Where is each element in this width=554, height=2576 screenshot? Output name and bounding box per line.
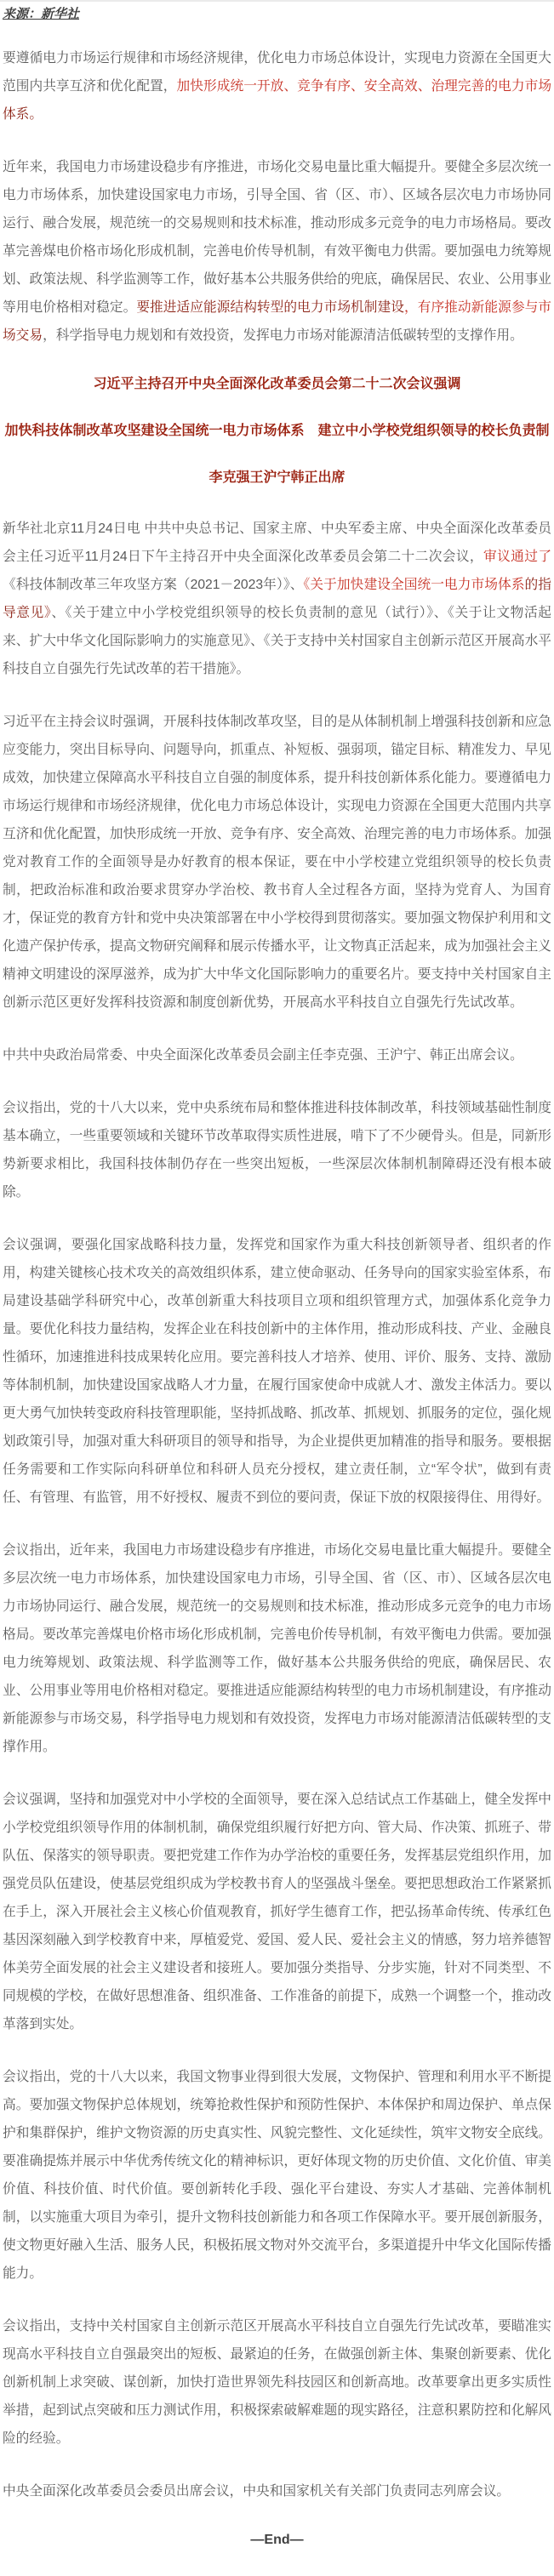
- text-segment: 新华社北京11月24日电 中共中央总书记、国家主席、中央军委主席、中央全面深化改革委员会主任习近平11月24日下午主持召开中央全面深化改革委员会第二十二次会议，: [3, 521, 551, 564]
- text-segment: 体系。: [3, 107, 43, 122]
- text-segment: 会议强调，要强化国家战略科技力量，发挥党和国家作为重大科技创新领导者、组织者的作用，构建关键核心技术攻关的高效组织体系，建立使命驱动、任务导向的国家实验室体系，布局建设基础学科研究中心，改革创新重大科技项目立项和组织管理方式，加强体系化竞争力量。要优化科技力量结构，发挥企业在科技创新中的主体作用，推动形成科技、产业、金融良性循环，加速推进科技成果转化应用。要完善科技人才培养、使用、评价、服务、支持、激励等体制机制，加快建设国家战略人才力量，在履行国家使命中成就人才、激发主体活力。要以更大勇气加快转变政府科技管理职能，坚持抓战略、抓改革、抓规划、抓服务的定位，强化规划政策引导，加强对重大科研项目的领导和指导，为企业提供更加精准的指导和服务。要根据任务需要和工作实际向科研单位和科研人员充分授权，建立责任制，立“军令状”，做到有责任、有管理、有监管，用不好授权、履责不到位的要问责，保证下放的权限接得住、用得好。: [3, 1238, 551, 1505]
- paragraph: [3, 708, 551, 1017]
- text-segment: 《关于加快建设全国统一电力市场体系: [303, 578, 525, 592]
- text-segment: 会议指出，党的十八大以来，我国文物事业得到很大发展，文物保护、管理和利用水平不断提高。要加强文物保护总体规划，统筹抢救性保护和预防性保护、本体保护和周边保护、单点保护和集群保护，维护文物资源的历史真实性、风貌完整性、文化延续性，筑牢文物安全底线。要准确提炼并展示中华优秀传统文化的精神标识，更好体现文物的历史价值、文化价值、审美价值、科技价值、时代价值。要创新转化手段、强化平台建设、夯实人才基础、完善体制机制，以实施重大项目为牵引，提升文物科技创新能力和各项工作保障水平。要开展创新服务，使文物更好融入生活、服务人民，积极拓展文物对外交流平台，多渠道提升中华文化国际传播能力。: [3, 2070, 551, 2281]
- text-segment: 中央全面深化改革委员会委员出席会议，中央和国家机关有关部门负责同志列席会议。: [3, 2484, 511, 2499]
- text-segment: 会议指出，党的十八大以来，党中央系统布局和整体推进科技体制改革，科技领域基础性制度基本确立，一些重要领域和关键环节改革取得实质性进展，啃下了不少硬骨头。但是，同新形势新要求相比，我国科技体制仍存在一些突出短板，一些深层次体制机制障碍还没有根本破除。: [3, 1101, 551, 1200]
- intro-paragraphs: [3, 44, 551, 350]
- headline-attendees: 李克强王沪宁韩正出席: [208, 470, 346, 485]
- text-segment: 会议强调，坚持和加强党对中小学校的全面领导，要在深入总结试点工作基础上，健全发挥中小学校党组织领导作用的体制机制，确保党组织履行好把方向、管大局、作决策、抓班子、带队伍、保落实的领导职责。要把党建工作作为办学治校的重要任务，发挥基层党组织作用，加强党员队伍建设，使基层党组织成为学校教书育人的坚强战斗堡垒。要把思想政治工作紧紧抓在手上，深入开展社会主义核心价值观教育，抓好学生德育工作，把弘扬革命传统、传承红色基因深刻融入到学校教育中来，厚植爱党、爱国、爱人民、爱社会主义的情感，努力培养德智体美劳全面发展的社会主义建设者和接班人。要加强分类指导、分步实施，针对不同类型、不同规模的学校，在做好思想准备、组织准备、工作准备的前提下，成熟一个调整一个，推动改革落到实处。: [3, 1792, 551, 2032]
- text-segment: 加快形成统一开放、竞争有序、安全高效、治理完善的电力市场: [176, 79, 552, 94]
- text-segment: 近年来，我国电力市场建设稳步有序推进，市场化交易电量比重大幅提升。要健全多层次统一电力市场体系，加快建设国家电力市场，引导全国、省（区、市）、区域各层次电力市场协同运行、融合发展，规范统一的交易规则和技术标准，推动形成多元竞争的电力市场格局。要改革完善煤电价格市场化形成机制，完善电价传导机制，有效平衡电力供需。要加强电力统筹规划、政策法规、科学监测等工作，做好基本公共服务供给的兜底，确保居民、农业、公用事业等用电价格相对稳定。: [3, 160, 551, 315]
- paragraph: [3, 2312, 551, 2453]
- text-segment: 会议指出，近年来，我国电力市场建设稳步有序推进，市场化交易电量比重大幅提升。要健全多层次统一电力市场体系，加快建设国家电力市场，引导全国、省（区、市）、区域各层次电力市场协同运行、融合发展，规范统一的交易规则和技术标准，推动形成多元竞争的电力市场格局。要改革完善煤电价格市场化形成机制，完善电价传导机制，有效平衡电力供需。要加强电力统筹规划、政策法规、科学监测等工作，做好基本公共服务供给的兜底，确保居民、农业、公用事业等用电价格相对稳定。要推进适应能源结构转型的电力市场机制建设，有序推动新能源参与市场交易，科学指导电力规划和有效投资，发挥电力市场对能源清洁低碳转型的支撑作用。: [3, 1543, 551, 1754]
- headline-main: 习近平主持召开中央全面深化改革委员会第二十二次会议强调: [93, 377, 461, 391]
- paragraph: [3, 2063, 551, 2288]
- text-segment: 的指导意见》: [3, 578, 551, 620]
- paragraph: [3, 2477, 551, 2505]
- text-segment: 要推进适应能源结构转型的电力市场机制建设: [136, 300, 404, 315]
- paragraph: [3, 1231, 551, 1512]
- text-segment: 、《关于建立中小学校党组织领导的校长负责制的意见（试行）》、《关于让文物活起来、扩大中华文化国际影响力的实施意见》、《关于支持中关村国家自主创新示范区开展高水平科技自立自强先行先试改革的若干措施》。: [3, 606, 551, 676]
- text-segment: 场交易: [3, 328, 43, 343]
- headline-block: [3, 374, 551, 488]
- text-segment: 会议指出，支持中关村国家自主创新示范区开展高水平科技自立自强先行先试改革，要瞄准实现高水平科技自立自强最突出的短板、最紧迫的任务，在做强创新主体、集聚创新要素、优化创新机制上求突破、谋创新，加快打造世界领先科技园区和创新高地。改革要拿出更多实质性举措，起到试点突破和压力测试作用，积极探索破解难题的现实路径，注意积累防控和化解风险的经验。: [3, 2319, 551, 2446]
- text-segment: 要遵循电力市场运行规律和市场经济规律，优化电力市场总体设计，实现电力资源在全国更大范围内共享互济和优化配置，: [3, 51, 551, 94]
- paragraph: [3, 1094, 551, 1206]
- paragraph: [3, 1786, 551, 2038]
- body-paragraphs: [3, 515, 551, 2505]
- text-segment: 审议通过了: [483, 550, 552, 564]
- end-mark: —End—: [250, 2533, 304, 2547]
- source-line: 来源：新华社: [3, 7, 80, 21]
- text-segment: 习近平在主持会议时强调，开展科技体制改革攻坚，目的是从体制机制上增强科技创新和应急应变能力，突出目标导向、问题导向，抓重点、补短板、强弱项，锚定目标、精准发力、早见成效，加快建立保障高水平科技自立自强的制度体系，提升科技创新体系化能力。要遵循电力市场运行规律和市场经济规律，优化电力市场总体设计，实现电力资源在全国更大范围内共享互济和优化配置，加快形成统一开放、竞争有序、安全高效、治理完善的电力市场体系。加强党对教育工作的全面领导是办好教育的根本保证，要在中小学校建立党组织领导的校长负责制，把政治标准和政治要求贯穿办学治校、教书育人全过程各方面，坚持为党育人、为国育才，保证党的教育方针和党中央决策部署在中小学校得到贯彻落实。要加强文物保护利用和文化遗产保护传承，提高文物研究阐释和展示传播水平，让文物真正活起来，成为加强社会主义精神文明建设的深厚滋养，成为扩大中华文化国际影响力的重要名片。要支持中关村国家自主创新示范区更好发挥科技资源和制度创新优势，开展高水平科技自立自强先行先试改革。: [3, 715, 551, 1010]
- paragraph: [3, 1536, 551, 1761]
- paragraph: [3, 1041, 551, 1069]
- headline-sub: 加快科技体制改革攻坚建设全国统一电力市场体系 建立中小学校党组织领导的校长负责制: [4, 424, 550, 438]
- text-segment: 中共中央政治局常委、中央全面深化改革委员会副主任李克强、王沪宁、韩正出席会议。: [3, 1048, 523, 1063]
- paragraph: [3, 153, 551, 350]
- text-segment: ，科学指导电力规划和有效投资，发挥电力市场对能源清洁低碳转型的支撑作用。: [43, 328, 523, 343]
- text-segment: 《科技体制改革三年攻坚方案（2021－2023年）》、: [3, 578, 304, 592]
- text-segment: ，有序推动新能源参与市: [403, 300, 551, 315]
- paragraph: [3, 515, 551, 683]
- paragraph: [3, 44, 551, 128]
